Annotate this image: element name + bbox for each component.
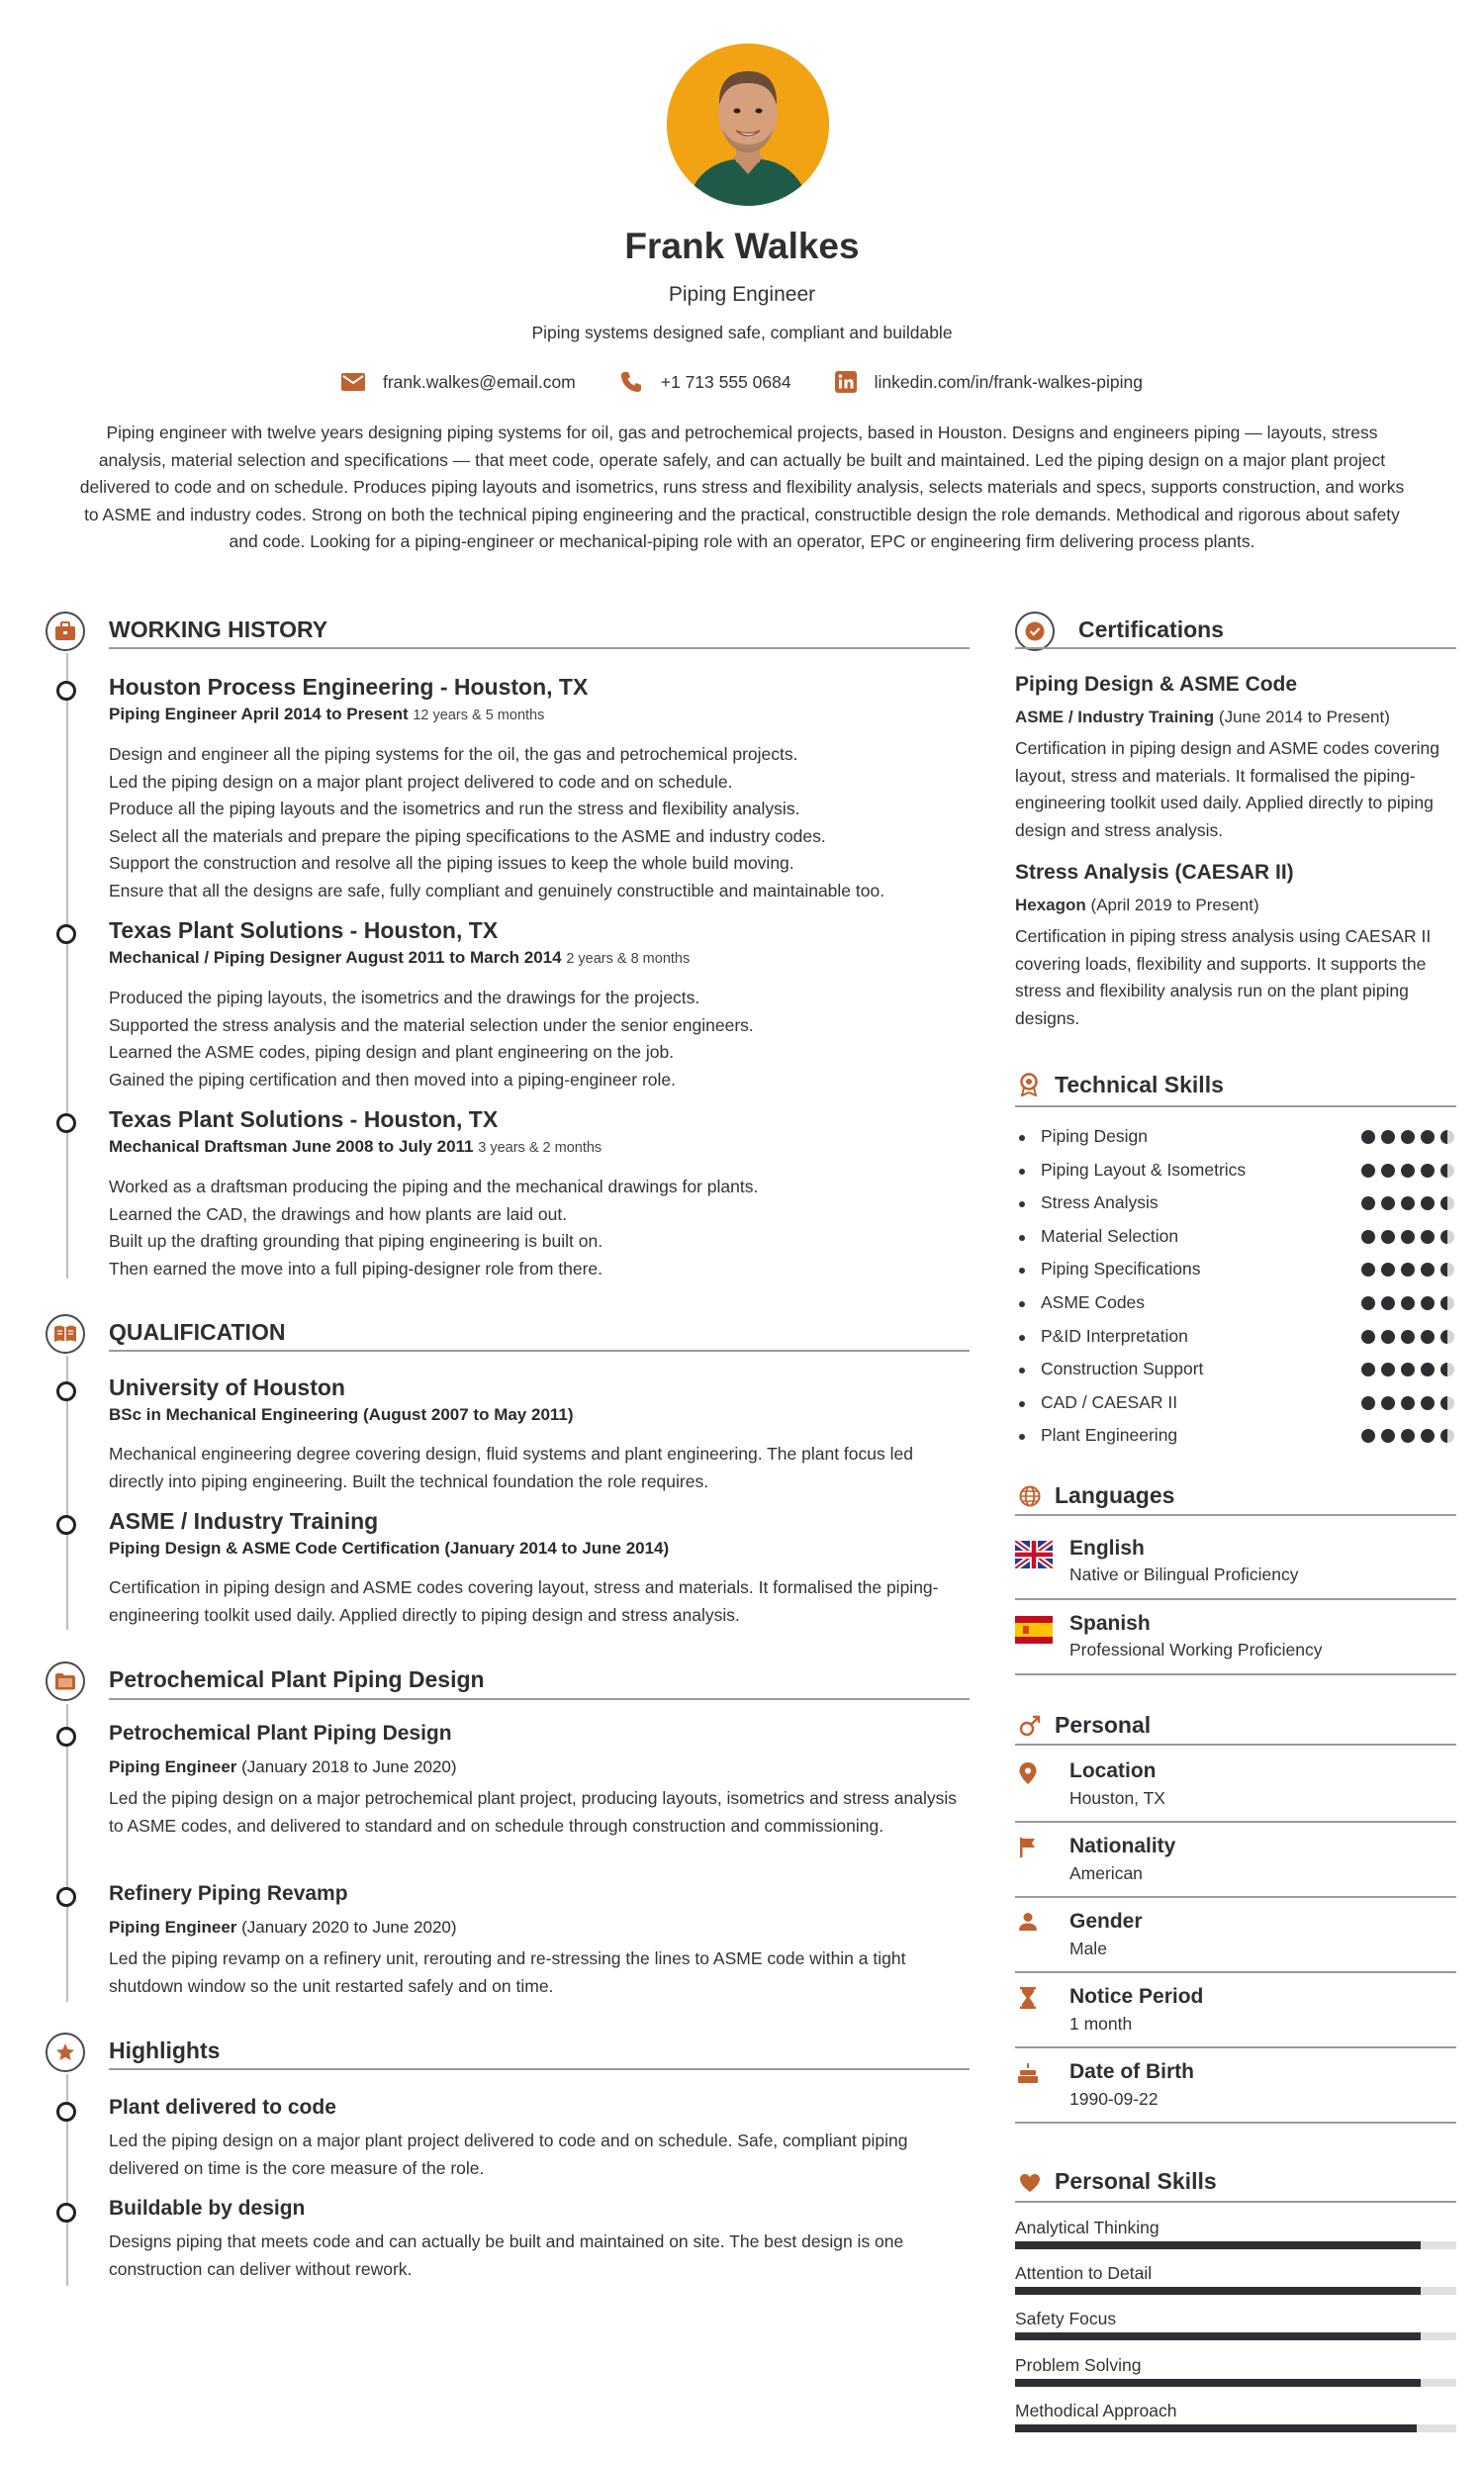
timeline-dot (56, 1887, 76, 1907)
rating-dot (1401, 1164, 1415, 1178)
technical-skill-item (1019, 1292, 1454, 1316)
badge-icon (1024, 620, 1046, 642)
star-section-icon (46, 2033, 85, 2072)
skill-progress-bar (1015, 2241, 1456, 2249)
certification-entry-1 (1015, 672, 1460, 844)
qualification-title: QUALIFICATION (109, 1319, 286, 1345)
rating-dot (1421, 1263, 1435, 1277)
certification-name: Stress Analysis (CAESAR II) (1015, 861, 1294, 884)
work-line: Design and engineer all the piping systems for the oil, the gas and petrochemical projects. (109, 744, 798, 764)
rating-dot (1361, 1330, 1375, 1344)
skill-rating (1361, 1263, 1454, 1277)
rating-dot (1381, 1230, 1395, 1244)
location-icon (1018, 1761, 1038, 1785)
technical-skill-label: ASME Codes (1041, 1292, 1146, 1312)
technical-skill-label: Material Selection (1041, 1225, 1179, 1246)
work-description (109, 1174, 970, 1282)
candidate-tagline: Piping systems designed safe, compliant and buildable (531, 323, 953, 342)
technical-skill-item (1019, 1192, 1454, 1216)
project-entry-2 (109, 1880, 970, 2000)
briefcase-icon (54, 621, 76, 641)
rating-dot (1421, 1296, 1435, 1310)
personal-value: 1990-09-22 (1069, 2089, 1159, 2109)
contact-phone[interactable] (619, 370, 791, 394)
timeline-dot (56, 1381, 76, 1401)
timeline-dot (56, 924, 76, 944)
education-school: University of Houston (109, 1375, 345, 1400)
rating-dot (1361, 1363, 1375, 1376)
personal-skill-label: Attention to Detail (1015, 2263, 1153, 2284)
globe-icon (1019, 1485, 1041, 1507)
spain-flag-icon (1015, 1616, 1053, 1644)
section-rule (1015, 1105, 1456, 1107)
technical-skill-label: Piping Design (1041, 1126, 1148, 1146)
skill-rating (1361, 1296, 1454, 1310)
work-line: Worked as a draftsman producing the piping and the mechanical drawings for plants. (109, 1177, 759, 1196)
personal-skill-item (1015, 2353, 1456, 2387)
rating-dot (1440, 1296, 1454, 1310)
personal-value: 1 month (1069, 2014, 1133, 2034)
certification-issuer: Hexagon (1015, 896, 1086, 914)
rating-dot (1421, 1164, 1435, 1178)
personal-skill-label: Methodical Approach (1015, 2400, 1177, 2420)
section-rule (1015, 1821, 1456, 1823)
rating-dot (1401, 1396, 1415, 1410)
rating-dot (1440, 1164, 1454, 1178)
rating-dot (1381, 1429, 1395, 1443)
rating-dot (1401, 1363, 1415, 1376)
personal-value: Male (1069, 1939, 1107, 1958)
bullet-icon (1019, 1169, 1025, 1175)
rating-dot (1361, 1196, 1375, 1210)
personal-skill-item (1015, 2216, 1456, 2249)
work-entry-3 (109, 1105, 970, 1282)
technical-skill-label: Stress Analysis (1041, 1192, 1159, 1213)
timeline-line (66, 653, 68, 1279)
technical-skill-item (1019, 1160, 1454, 1184)
personal-skill-label: Problem Solving (1015, 2354, 1142, 2375)
bullet-icon (1019, 1335, 1025, 1341)
rating-dot (1440, 1263, 1454, 1277)
rating-dot (1421, 1130, 1435, 1144)
timeline-dot (56, 1113, 76, 1133)
personal-skill-label: Analytical Thinking (1015, 2218, 1159, 2237)
rating-dot (1361, 1230, 1375, 1244)
rating-dot (1440, 1230, 1454, 1244)
work-line: Ensure that all the designs are safe, fully compliant and genuinely constructible and maintainable too. (109, 880, 885, 901)
project-entry-1 (109, 1720, 970, 1840)
skill-rating (1361, 1130, 1454, 1144)
technical-skill-label: Construction Support (1041, 1359, 1204, 1379)
language-name: English (1069, 1537, 1145, 1560)
heart-icon (1019, 2173, 1041, 2193)
section-rule (1015, 2046, 1456, 2048)
linkedin-icon (835, 371, 857, 393)
skill-rating (1361, 1164, 1454, 1178)
bullet-icon (1019, 1301, 1025, 1307)
work-line: Gained the piping certification and then moved into a piping-engineer role. (109, 1069, 677, 1090)
timeline-line (66, 1704, 68, 2002)
project-dates: (January 2020 to June 2020) (241, 1918, 457, 1937)
rating-dot (1421, 1396, 1435, 1410)
education-degree: Piping Design & ASME Code Certification (January 2014 to June 2014) (109, 1539, 670, 1558)
personal-skills-title: Personal Skills (1055, 2168, 1217, 2194)
technical-skill-item (1019, 1359, 1454, 1382)
skill-progress-bar (1015, 2287, 1456, 2295)
rating-dot (1381, 1330, 1395, 1344)
section-rule (1015, 2122, 1456, 2124)
work-line: Produced the piping layouts, the isometrics and the drawings for the projects. (109, 988, 700, 1007)
education-degree: BSc in Mechanical Engineering (August 2007 to May 2011) (109, 1405, 574, 1424)
personal-skill-label: Safety Focus (1015, 2309, 1117, 2329)
skill-progress-bar (1015, 2424, 1456, 2432)
rating-dot (1421, 1330, 1435, 1344)
section-rule (1015, 1896, 1456, 1898)
skill-rating (1361, 1330, 1454, 1344)
rating-dot (1381, 1164, 1395, 1178)
work-line: Select all the materials and prepare the piping specifications to the ASME and industry codes. (109, 825, 826, 846)
section-rule (1015, 1514, 1456, 1516)
work-line: Supported the stress analysis and the material selection under the senior engineers. (109, 1014, 754, 1035)
linkedin-text[interactable]: linkedin.com/in/frank-walkes-piping (874, 371, 1143, 392)
technical-skill-label: Plant Engineering (1041, 1425, 1178, 1446)
rating-dot (1361, 1296, 1375, 1310)
work-position: Piping Engineer April 2014 to Present (109, 705, 409, 723)
languages-title: Languages (1055, 1482, 1175, 1508)
project-description: Led the piping design on a major petrochemical plant project, producing layouts, isometrics and stress analysis to ASME codes, and delivered to standard and on schedule through construction and commissioning. (109, 1788, 957, 1836)
certification-description: Certification in piping design and ASME codes covering layout, stress and materials. It formalised the piping-engineering toolkit used daily. Applied directly to piping design and stress analysis. (1015, 738, 1439, 840)
section-rule (1015, 1598, 1456, 1600)
gender-symbol-icon (1019, 1715, 1041, 1737)
education-description: Mechanical engineering degree covering design, fluid systems and plant engineering. The plant focus led directly into piping engineering. Built the technical foundation the role requires. (109, 1444, 913, 1491)
rating-dot (1401, 1263, 1415, 1277)
rating-dot (1440, 1130, 1454, 1144)
project-dates: (January 2018 to June 2020) (241, 1757, 457, 1776)
work-line: Learned the ASME codes, piping design and plant engineering on the job. (109, 1042, 675, 1062)
technical-skill-label: Piping Specifications (1041, 1259, 1201, 1280)
section-rule (109, 2068, 970, 2070)
bullet-icon (1019, 1135, 1025, 1141)
work-description (109, 741, 970, 904)
technical-skill-item (1019, 1126, 1454, 1150)
skill-rating (1361, 1196, 1454, 1210)
work-company: Texas Plant Solutions - Houston, TX (109, 1106, 499, 1132)
award-icon (1019, 1073, 1039, 1096)
certification-description: Certification in piping stress analysis using CAESAR II covering loads, flexibility and supports. It supports the stress and flexibility analysis run on the plant piping designs. (1015, 926, 1432, 1028)
section-rule (1015, 2201, 1456, 2203)
language-level: Native or Bilingual Proficiency (1069, 1564, 1299, 1584)
rating-dot (1381, 1263, 1395, 1277)
contact-bar (0, 370, 1484, 394)
education-description: Certification in piping design and ASME codes covering layout, stress and materials. It formalised the piping-engineering toolkit used daily. Applied directly to piping design and stress analysis. (109, 1577, 939, 1625)
skill-progress-bar (1015, 2379, 1456, 2387)
personal-label: Date of Birth (1069, 2060, 1194, 2083)
contact-email[interactable] (341, 370, 576, 394)
profile-summary: Piping engineer with twelve years designing piping systems for oil, gas and petrochemical projects, based in Houston. Designs and engineers piping — layouts, stress analysis, material selection and specifications — that meet code, operate safely, and can actually be built and maintained. Led the piping design on a major plant project delivered to code and on schedule. Produces piping layouts and isometrics, runs stress and flexibility analysis, selects materials and specs, supports construction, and works to ASME and industry codes. Strong on both the technical piping engineering and the practical, constructible design the role demands. Methodical and rigorous about safety and code. Looking for a piping-engineer or mechanical-piping role with an operator, EPC or engineering firm delivering process plants. (79, 423, 1405, 551)
bullet-icon (1019, 1401, 1025, 1407)
work-description (109, 985, 970, 1093)
personal-label: Nationality (1069, 1835, 1176, 1857)
work-line: Then earned the move into a full piping-designer role from there. (109, 1258, 603, 1279)
timeline-dot (56, 2102, 76, 2122)
skill-progress-fill (1015, 2332, 1421, 2340)
work-duration: 2 years & 8 months (566, 951, 691, 967)
email-text[interactable]: frank.walkes@email.com (382, 371, 576, 392)
work-line: Support the construction and resolve all the piping issues to keep the whole build moving. (109, 853, 794, 873)
timeline-dot (56, 1515, 76, 1535)
skill-rating (1361, 1396, 1454, 1410)
candidate-role: Piping Engineer (668, 283, 816, 306)
language-name: Spanish (1069, 1612, 1151, 1635)
bullet-icon (1019, 1434, 1025, 1440)
rating-dot (1421, 1196, 1435, 1210)
personal-label: Gender (1069, 1910, 1143, 1933)
skill-rating (1361, 1230, 1454, 1244)
personal-skill-item (1015, 2261, 1456, 2295)
skill-progress-fill (1015, 2241, 1421, 2249)
rating-dot (1381, 1296, 1395, 1310)
education-entry-1 (109, 1374, 970, 1495)
skill-rating (1361, 1363, 1454, 1376)
education-school: ASME / Industry Training (109, 1508, 379, 1534)
rating-dot (1381, 1396, 1395, 1410)
person-icon (1018, 1912, 1038, 1932)
rating-dot (1361, 1130, 1375, 1144)
rating-dot (1421, 1363, 1435, 1376)
phone-icon (619, 370, 643, 394)
technical-skill-label: P&ID Interpretation (1041, 1325, 1188, 1346)
work-company: Houston Process Engineering - Houston, TX (109, 674, 589, 700)
section-rule (1015, 647, 1456, 649)
section-rule (1015, 1673, 1456, 1675)
bullet-icon (1019, 1201, 1025, 1207)
certification-entry-2 (1015, 860, 1460, 1032)
rating-dot (1440, 1396, 1454, 1410)
project-role: Piping Engineer (109, 1757, 237, 1776)
rating-dot (1401, 1196, 1415, 1210)
candidate-name: Frank Walkes (624, 226, 860, 266)
star-icon (54, 2041, 76, 2063)
rating-dot (1381, 1196, 1395, 1210)
bullet-icon (1019, 1368, 1025, 1374)
book-section-icon (46, 1314, 85, 1354)
highlight-entry-1 (109, 2094, 970, 2182)
personal-label: Location (1069, 1759, 1157, 1782)
highlight-name: Buildable by design (109, 2197, 306, 2220)
highlight-description: Designs piping that meets code and can actually be built and maintained on site. The best design is one construction can deliver without rework. (109, 2231, 904, 2279)
skill-progress-fill (1015, 2379, 1421, 2387)
rating-dot (1381, 1130, 1395, 1144)
rating-dot (1401, 1330, 1415, 1344)
timeline-dot (56, 1727, 76, 1747)
work-company: Texas Plant Solutions - Houston, TX (109, 917, 499, 943)
certificate-section-icon (1015, 612, 1055, 651)
avatar (667, 44, 829, 206)
timeline-dot (56, 681, 76, 701)
work-line: Learned the CAD, the drawings and how plants are laid out. (109, 1203, 568, 1224)
rating-dot (1361, 1164, 1375, 1178)
personal-skill-item (1015, 2399, 1456, 2432)
rating-dot (1381, 1363, 1395, 1376)
work-position: Mechanical Draftsman June 2008 to July 2011 (109, 1137, 474, 1156)
work-duration: 3 years & 2 months (478, 1140, 603, 1156)
projects-title: Petrochemical Plant Piping Design (109, 1666, 485, 1692)
contact-linkedin[interactable] (835, 370, 1143, 394)
rating-dot (1440, 1429, 1454, 1443)
work-line: Produce all the piping layouts and the isometrics and run the stress and flexibility analysis. (109, 799, 800, 818)
section-rule (1015, 1971, 1456, 1973)
technical-skill-item (1019, 1326, 1454, 1350)
technical-skill-label: Piping Layout & Isometrics (1041, 1159, 1247, 1180)
cake-icon (1017, 2062, 1039, 2084)
rating-dot (1440, 1363, 1454, 1376)
briefcase-section-icon (46, 612, 85, 651)
certification-dates: (June 2014 to Present) (1218, 708, 1390, 726)
bullet-icon (1019, 1235, 1025, 1241)
work-position: Mechanical / Piping Designer August 2011 to March 2014 (109, 948, 562, 967)
skill-progress-fill (1015, 2424, 1417, 2432)
rating-dot (1401, 1429, 1415, 1443)
work-line: Built up the drafting grounding that piping engineering is built on. (109, 1231, 603, 1251)
folder-icon (54, 1672, 76, 1690)
project-name: Petrochemical Plant Piping Design (109, 1722, 452, 1745)
rating-dot (1401, 1130, 1415, 1144)
work-entry-2 (109, 916, 970, 1093)
certifications-title: Certifications (1078, 616, 1224, 642)
highlight-entry-2 (109, 2195, 970, 2283)
personal-title: Personal (1055, 1712, 1152, 1738)
rating-dot (1361, 1396, 1375, 1410)
uk-flag-icon (1015, 1541, 1053, 1568)
phone-text[interactable]: +1 713 555 0684 (660, 371, 791, 392)
work-line: Led the piping design on a major plant project delivered to code and on schedule. (109, 771, 733, 792)
rating-dot (1440, 1330, 1454, 1344)
project-description: Led the piping revamp on a refinery unit, rerouting and re-stressing the lines to ASME code within a tight shutdown window so the unit restarted safely and on time. (109, 1948, 906, 1996)
portrait-image (667, 44, 829, 206)
timeline-dot (56, 2203, 76, 2223)
skill-progress-bar (1015, 2332, 1456, 2340)
book-icon (53, 1325, 77, 1343)
email-icon (341, 373, 365, 391)
work-duration: 12 years & 5 months (413, 708, 545, 723)
working-history-title: WORKING HISTORY (109, 616, 328, 642)
technical-skill-item (1019, 1226, 1454, 1250)
personal-skill-item (1015, 2307, 1456, 2340)
personal-label: Notice Period (1069, 1985, 1204, 2008)
section-rule (109, 1350, 970, 1352)
rating-dot (1440, 1196, 1454, 1210)
rating-dot (1401, 1296, 1415, 1310)
project-name: Refinery Piping Revamp (109, 1882, 348, 1905)
rating-dot (1421, 1429, 1435, 1443)
certification-issuer: ASME / Industry Training (1015, 708, 1215, 726)
technical-skill-item (1019, 1392, 1454, 1416)
certification-name: Piping Design & ASME Code (1015, 673, 1298, 696)
personal-value: American (1069, 1863, 1143, 1883)
technical-skills-title: Technical Skills (1055, 1072, 1224, 1097)
bullet-icon (1019, 1268, 1025, 1274)
project-role: Piping Engineer (109, 1918, 237, 1937)
technical-skill-label: CAD / CAESAR II (1041, 1391, 1178, 1412)
personal-value: Houston, TX (1069, 1788, 1165, 1808)
highlights-title: Highlights (109, 2038, 221, 2063)
rating-dot (1401, 1230, 1415, 1244)
education-entry-2 (109, 1507, 970, 1629)
technical-skill-item (1019, 1259, 1454, 1282)
folder-section-icon (46, 1661, 85, 1701)
hourglass-icon (1019, 1987, 1037, 2009)
skill-rating (1361, 1429, 1454, 1443)
skill-progress-fill (1015, 2287, 1421, 2295)
technical-skill-item (1019, 1425, 1454, 1449)
certification-dates: (April 2019 to Present) (1090, 896, 1259, 914)
rating-dot (1361, 1263, 1375, 1277)
language-level: Professional Working Proficiency (1069, 1640, 1323, 1659)
rating-dot (1361, 1429, 1375, 1443)
section-rule (109, 1698, 970, 1700)
highlight-description: Led the piping design on a major plant project delivered to code and on schedule. Safe, compliant piping delivered on time is the core measure of the role. (109, 2131, 908, 2178)
work-entry-1 (109, 673, 970, 904)
rating-dot (1421, 1230, 1435, 1244)
highlight-name: Plant delivered to code (109, 2096, 336, 2119)
section-rule (1015, 1744, 1456, 1746)
section-rule (109, 647, 970, 649)
flag-icon (1018, 1837, 1038, 1858)
